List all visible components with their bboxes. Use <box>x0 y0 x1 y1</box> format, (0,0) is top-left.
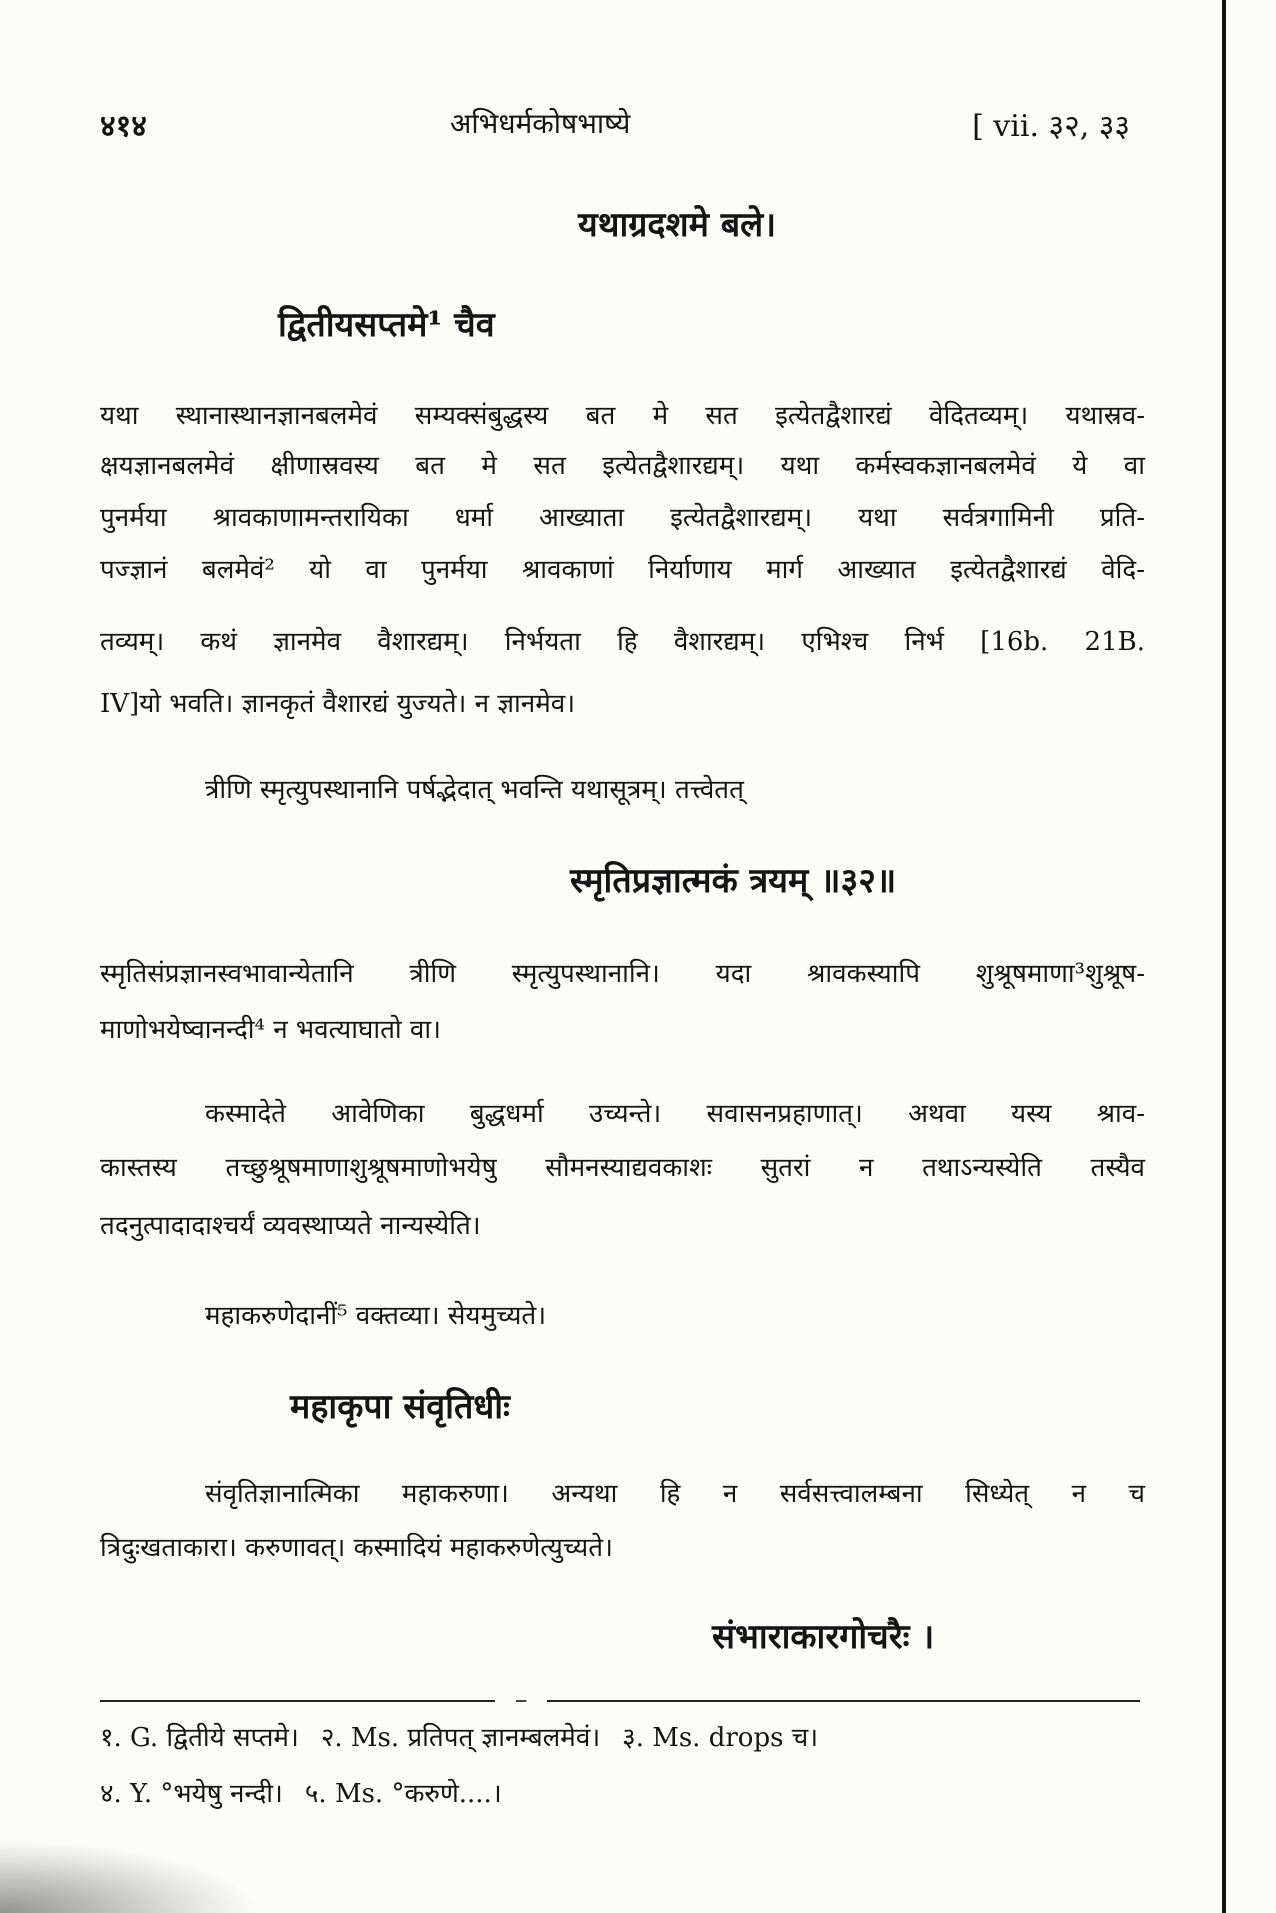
text-line: महाकरुणेदानीं⁵ वक्तव्या। सेयमुच्यते। <box>205 1301 547 1331</box>
text-line: त्रिदुःखताकारा। करुणावत्। कस्मादियं महाकरुणेत्युच्यते। <box>100 1533 613 1563</box>
running-header <box>100 104 1130 150</box>
scan-smudge <box>0 1840 260 1913</box>
text-line: कास्तस्य तच्छुश्रूषमाणाशुश्रूषमाणोभयेषु सौमनस्याद्यवकाशः सुतरां न तथाऽन्यस्येति तस्यैव <box>100 1153 1145 1183</box>
text-line: माणोभयेष्वानन्दी⁴ न भवत्याघातो वा। <box>100 1015 441 1045</box>
text-line: IV]यो भवति। ज्ञानकृतं वैशारद्यं युज्यते। न ज्ञानमेव। <box>100 689 576 719</box>
text-line: पुनर्मया श्रावकाणामन्तरायिका धर्मा आख्याता इत्येतद्वैशारद्यम्। यथा सर्वत्रगामिनी प्रति- <box>100 503 1145 533</box>
footnote: ५. Ms. °करुणे....। <box>304 1779 502 1809</box>
footnote-rule <box>100 1700 1140 1702</box>
text-line: पज्ज्ञानं बलमेवं² यो वा पुनर्मया श्रावकाणां निर्याणाय मार्ग आख्यात इत्येतद्वैशारद्यं वेदि- <box>100 555 1145 585</box>
verse-reference: [ vii. ३२, ३३ <box>972 109 1130 144</box>
verse-2: द्वितीयसप्तमे¹ चैव <box>278 305 495 345</box>
verse-3: स्मृतिप्रज्ञात्मकं त्रयम् ॥३२॥ <box>570 861 897 901</box>
text-line: संवृतिज्ञानात्मिका महाकरुणा। अन्यथा हि न सर्वसत्त्वालम्बना सिध्येत् न च <box>205 1479 1145 1509</box>
verse-1: यथाग्रदशमे बले। <box>578 205 777 245</box>
running-title: अभिधर्मकोषभाष्ये <box>450 107 631 140</box>
footnote: ४. Y. °भयेषु नन्दी। <box>100 1779 283 1809</box>
page-number: ४१४ <box>100 109 147 144</box>
text-line: तव्यम्। कथं ज्ञानमेव वैशारद्यम्। निर्भयता हि वैशारद्यम्। एभिश्च निर्भ [16b. 21B. <box>100 627 1145 657</box>
verse-5: संभाराकारगोचरैः । <box>712 1617 935 1657</box>
text-line: कस्मादेते आवेणिका बुद्धधर्मा उच्यन्ते। सवासनप्रहाणात्। अथवा यस्य श्राव- <box>205 1099 1145 1129</box>
footnote-line-1 <box>100 1720 1140 1756</box>
text-line: स्मृतिसंप्रज्ञानस्वभावान्येतानि त्रीणि स्मृत्युपस्थानानि। यदा श्रावकस्यापि शुश्रूषमाणा³शुश्रूष- <box>100 959 1145 989</box>
text-line: तदनुत्पादादाश्चर्यं व्यवस्थाप्यते नान्यस्येति। <box>100 1211 481 1241</box>
footnote-line-2 <box>100 1776 1140 1812</box>
footnote: २. Ms. प्रतिपत् ज्ञानम्बलमेवं। <box>320 1723 601 1753</box>
verse-4: महाकृपा संवृतिधीः <box>290 1387 510 1427</box>
page-edge-line <box>1222 0 1226 1913</box>
footnote: ३. Ms. drops च। <box>622 1723 819 1753</box>
text-line: त्रीणि स्मृत्युपस्थानानि पर्षद्भेदात् भवन्ति यथासूत्रम्। तत्त्वेतत् <box>205 775 744 805</box>
footnote: १. G. द्वितीये सप्तमे। <box>100 1723 299 1753</box>
text-line: क्षयज्ञानबलमेवं क्षीणास्रवस्य बत मे सत इत्येतद्वैशारद्यम्। यथा कर्मस्वकज्ञानबलमेवं ये वा <box>100 451 1145 481</box>
text-line: यथा स्थानास्थानज्ञानबलमेवं सम्यक्संबुद्धस्य बत मे सत इत्येतद्वैशारद्यं वेदितव्यम्। यथास्रव- <box>100 401 1145 431</box>
